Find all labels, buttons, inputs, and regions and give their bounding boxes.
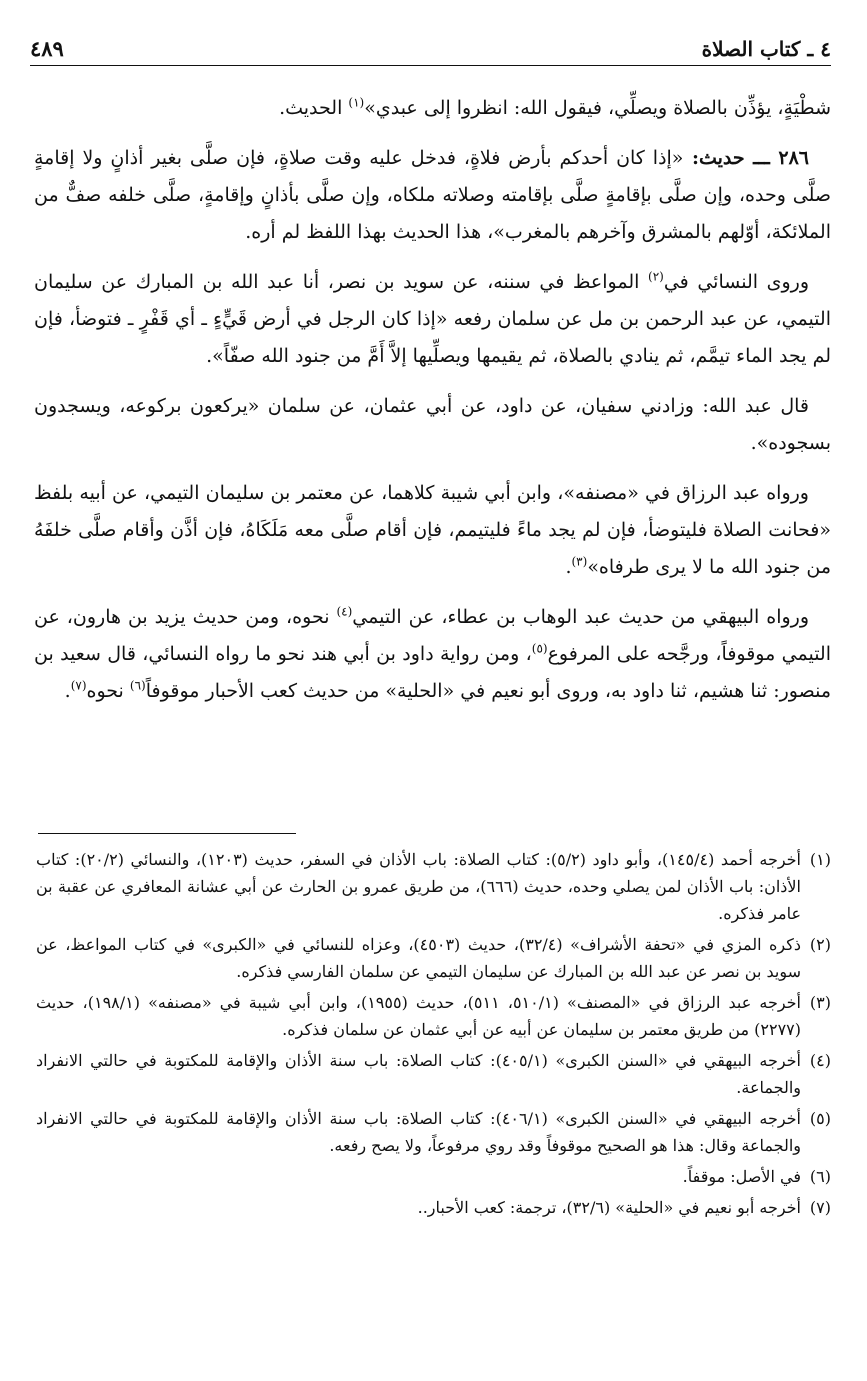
footnote-text: أخرجه البيهقي في «السنن الكبرى» (٤٠٦/١): كتاب الصلاة: باب سنة الأذان والإقامة للمكتوبة في حالتي الانفراد والجماعة وقال: هذا هو الصحيح موقوفاً وقد روي مرفوعاً، ولا يصح رفعه. — [36, 1109, 801, 1155]
paragraph-abdullah: قال عبد الله: وزادني سفيان، عن داود، عن أبي عثمان، عن سلمان «يركعون بركوعه، ويسجدون بسجوده». — [34, 395, 831, 454]
footnote-text: أخرجه البيهقي في «السنن الكبرى» (٤٠٥/١): كتاب الصلاة: باب سنة الأذان والإقامة للمكتوبة في حالتي الانفراد والجماعة. — [36, 1051, 801, 1097]
footnote-ref: (٢) — [648, 269, 664, 284]
hadith-number: ٢٨٦ ـــ حديث: — [683, 147, 809, 169]
footnote-text: في الأصل: موقفاً. — [682, 1167, 801, 1186]
footnote-item — [36, 1194, 831, 1221]
footnote-ref: (٦) — [129, 678, 146, 693]
running-title: ٤ ـ كتاب الصلاة — [701, 37, 831, 61]
paragraph-hadith-286: ٢٨٦ ـــ حديث: «إذا كان أحدكم بأرض فلاةٍ، فدخل عليه وقت صلاةٍ، فإن صلَّى بغير أذانٍ ولا إقامةٍ صلَّى وحده، وإن صلَّى بإقامةٍ صلَّى بإقامته وصلاته ملكاه، وإن صلَّى بأذانٍ وإقامةٍ، صلَّى خلفه صفٌّ من الملائكة، أوّلهم بالمشرق وآخرهم بالمغرب»، هذا الحديث بهذا اللفظ لم أره. — [34, 147, 831, 243]
paragraph-nasai: وروى النسائي في$^{(٢)}$ المواعظ في سننه، عن سويد بن نصر، أنا عبد الله بن المبارك عن سليمان التيمي، عن عبد الرحمن بن مل عن سلمان رفعه «إذا كان الرجل في أرض قَيٍّءٍ ـ أي قَفْرٍ ـ فتوضأ، فإن لم يجد الماء تيمَّم، ثم ينادي بالصلاة، ثم يقيمها ويصلِّيها إلاَّ أَمَّ من جنود الله صفّاً». — [34, 269, 831, 367]
footnote-number: (٧) — [809, 1198, 831, 1217]
footnote-item — [36, 1163, 831, 1190]
footnote-text: أخرجه أحمد (١٤٥/٤)، وأبو داود (٥/٢): كتاب الصلاة: باب الأذان في السفر، حديث (١٢٠٣)، والنسائي (٢٠/٢): كتاب الأذان: باب الأذان لمن يصلي وحده، حديث (٦٦٦)، من طريق عمرو بن الحارث عن أبي عشانة المعافري عن عقبة بن عامر فذكره. — [36, 850, 801, 923]
footnote-number: (٤) — [809, 1051, 831, 1070]
footnote-number: (٦) — [809, 1167, 831, 1186]
paragraph-bayhaqi: ورواه البيهقي من حديث عبد الوهاب بن عطاء، عن التيمي$^{(٤)}$ نحوه، ومن حديث يزيد بن هارون، عن التيمي موقوفاً، ورجَّحه على المرفوع$^{(٥)}$، ومن رواية داود بن أبي هند نحو ما رواه النسائي، قال سعيد بن منصور: ثنا هشيم، ثنا داود به، وروى أبو نعيم في «الحلية» من حديث كعب الأحبار موقوفاً$^{(٦)}$ نحوه$^{(٧)}$. — [34, 604, 831, 702]
footnote-text: أخرجه أبو نعيم في «الحلية» (٣٢/٦)، ترجمة: كعب الأحبار.. — [417, 1198, 801, 1217]
page-number: ٤٨٩ — [30, 36, 64, 61]
footnote-number: (٥) — [809, 1109, 831, 1128]
footnotes — [36, 846, 831, 1225]
footnote-item — [36, 931, 831, 985]
page-header — [30, 30, 831, 66]
footnote-item — [36, 1047, 831, 1101]
footnote-ref: (٤) — [336, 604, 353, 619]
footnote-item — [36, 846, 831, 927]
paragraph-abdulrazzaq: ورواه عبد الرزاق في «مصنفه»، وابن أبي شيبة كلاهما، عن معتمر بن سليمان التيمي، عن أبيه بلفظ «فحانت الصلاة فليتوضأ، فإن لم يجد ماءً فليتيمم، فإن أقام صلَّى معه مَلَكَاهُ، فإن أذَّن وأقام صلَّى خلفَهُ من جنود الله ما لا يرى طرفاه»$^{(٣)}$. — [34, 482, 831, 578]
main-text — [34, 90, 831, 723]
footnote-number: (١) — [809, 850, 831, 869]
footnote-text: ذكره المزي في «تحفة الأشراف» (٣٢/٤)، حديث (٤٥٠٣)، وعزاه للنسائي في «الكبرى» في كتاب المواعظ، عن سويد بن نصر عن عبد الله بن المبارك عن سليمان التيمي عن سلمان الفارسي فذكره. — [36, 935, 801, 981]
footnote-ref: (٥) — [531, 641, 548, 656]
footnote-ref: (٣) — [571, 554, 588, 569]
footnote-text: أخرجه عبد الرزاق في «المصنف» (٥١٠/١، ٥١١)، حديث (١٩٥٥)، وابن أبي شيبة في «مصنفه» (١٩٨/١)، حديث (٢٢٧٧) من طريق معتمر بن سليمان عن أبيه عن أبي عثمان عن سلمان فذكره. — [36, 993, 801, 1039]
footnote-ref: (٧) — [70, 678, 87, 693]
footnote-item — [36, 989, 831, 1043]
paragraph-continuation: شطْيَةٍ، يؤذِّن بالصلاة ويصلِّي، فيقول الله: انظروا إلى عبدي»$^{(١)}$ الحديث. — [279, 95, 831, 119]
footnote-number: (٢) — [809, 935, 831, 954]
footnote-ref: (١) — [348, 95, 365, 110]
footnote-divider — [38, 833, 296, 834]
footnote-item — [36, 1105, 831, 1159]
footnote-number: (٣) — [809, 993, 831, 1012]
